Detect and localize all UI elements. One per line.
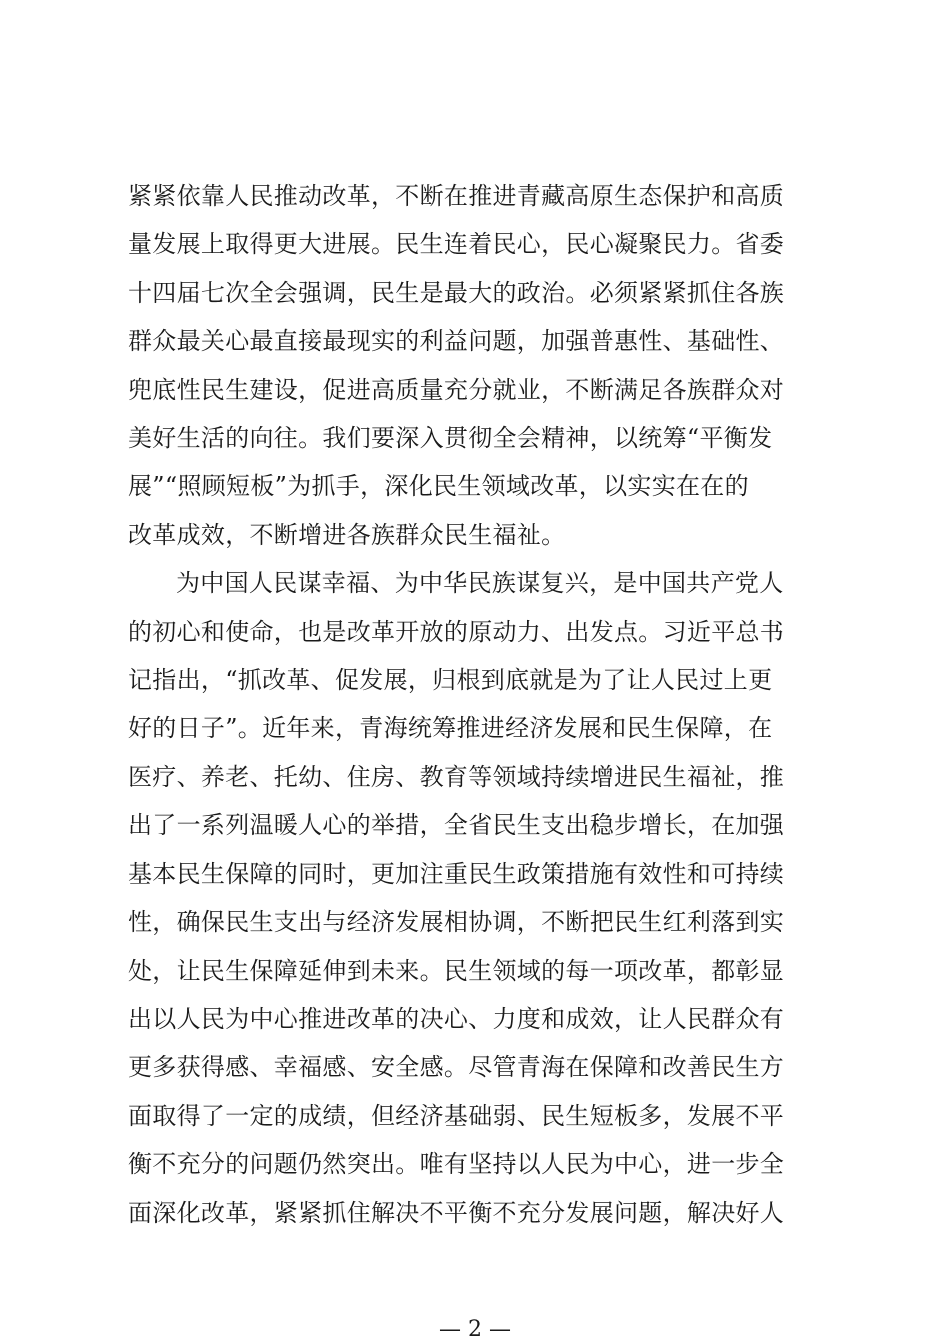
text-line: 更多获得感、幸福感、安全感。尽管青海在保障和改善民生方 (128, 1053, 785, 1082)
text-line: 处，让民生保障延伸到未来。民生领域的每一项改革，都彰显 (128, 956, 785, 985)
text-line: 基本民生保障的同时，更加注重民生政策措施有效性和可持续 (128, 859, 785, 888)
text-line: 衡不充分的问题仍然突出。唯有坚持以人民为中心，进一步全 (128, 1150, 785, 1179)
text-line: 展”“照顾短板”为抓手，深化民生领域改革，以实实在在的 (128, 472, 749, 501)
text-line: 紧紧依靠人民推动改革，不断在推进青藏高原生态保护和高质 (128, 182, 785, 210)
text-line: 改革成效，不断增进各族群众民生福祉。 (128, 520, 566, 549)
text-line: 群众最关心最直接最现实的利益问题，加强普惠性、基础性、 (128, 327, 785, 356)
text-line: 好的日子”。近年来，青海统筹推进经济发展和民生保障，在 (128, 714, 773, 743)
text-line: 记指出，“抓改革、促发展，归根到底就是为了让人民过上更 (128, 666, 773, 695)
text-line: 美好生活的向往。我们要深入贯彻全会精神，以统筹“平衡发 (128, 424, 773, 453)
paragraph-1 (128, 172, 818, 559)
text-line: 性，确保民生支出与经济发展相协调，不断把民生红利落到实 (128, 908, 785, 937)
text-line: 出了一系列温暖人心的举措，全省民生支出稳步增长，在加强 (128, 811, 785, 840)
text-line: 的初心和使命，也是改革开放的原动力、出发点。习近平总书 (128, 617, 785, 646)
text-line: 为中国人民谋幸福、为中华民族谋复兴，是中国共产党人 (176, 569, 784, 598)
text-line: 面深化改革，紧紧抓住解决不平衡不充分发展问题，解决好人 (128, 1198, 785, 1227)
text-line: 十四届七次全会强调，民生是最大的政治。必须紧紧抓住各族 (128, 278, 785, 307)
text-line: 医疗、养老、托幼、住房、教育等领域持续增进民生福祉，推 (128, 762, 785, 791)
text-line: 面取得了一定的成绩，但经济基础弱、民生短板多，发展不平 (128, 1101, 785, 1130)
paragraph-2 (128, 559, 818, 1237)
text-line: 兜底性民生建设，促进高质量充分就业，不断满足各族群众对 (128, 375, 785, 404)
text-line: 量发展上取得更大进展。民生连着民心，民心凝聚民力。省委 (128, 230, 785, 259)
text-line: 出以人民为中心推进改革的决心、力度和成效，让人民群众有 (128, 1004, 785, 1033)
body-text (128, 172, 818, 1237)
page-number: — 2 — (439, 1317, 511, 1342)
